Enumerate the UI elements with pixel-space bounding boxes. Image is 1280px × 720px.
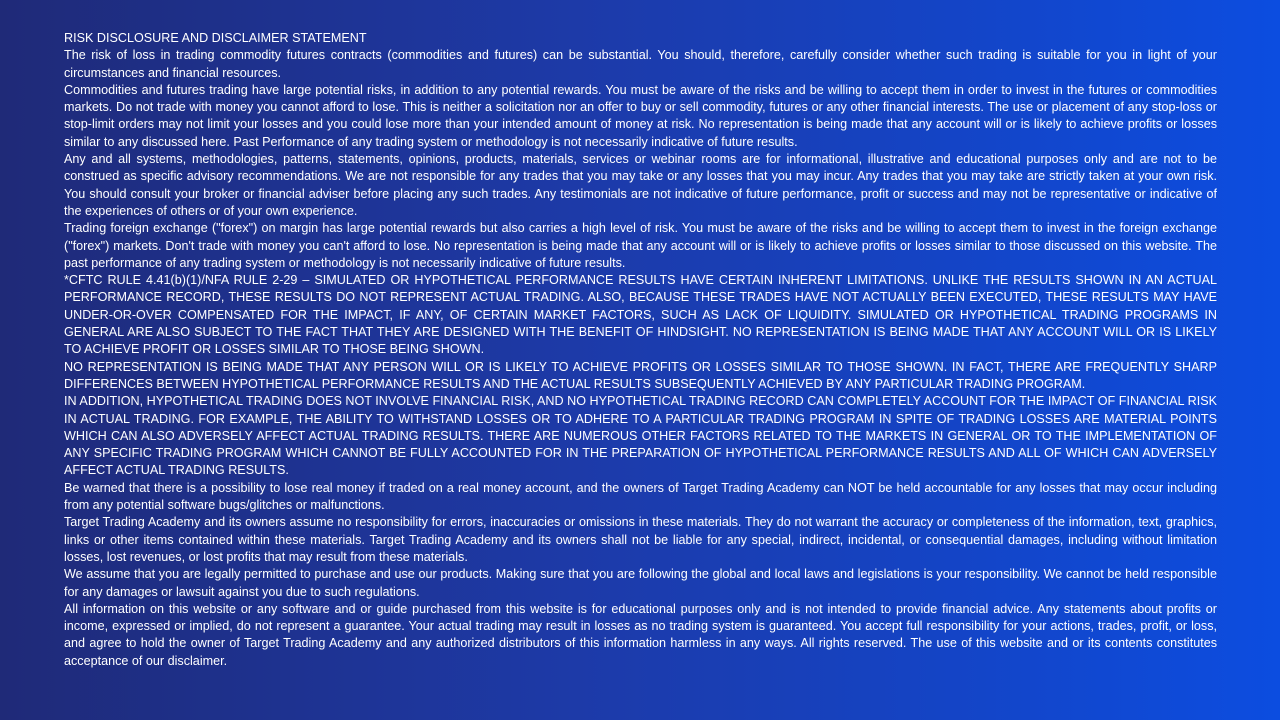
paragraph-no-representation: NO REPRESENTATION IS BEING MADE THAT ANY PERSON WILL OR IS LIKELY TO ACHIEVE PROFITS OR LOSSES SIMILAR TO THOSE SHOWN. IN FACT, THERE ARE FREQUENTLY SHARP DIFFERENCES BETWEEN HYPOTHETICAL PERFORMANCE RESULTS AND THE ACTUAL RESULTS SUBSEQUENTLY ACHIEVED BY ANY PARTICULAR TRADING PROGRAM. (64, 359, 1217, 391)
paragraph-real-money-warning: Be warned that there is a possibility to lose real money if traded on a real money account, and the owners of Target Trading Academy can NOT be held accountable for any losses that may occur including from any potential software bugs/glitches or malfunctions. (64, 480, 1217, 513)
paragraph-no-responsibility: Target Trading Academy and its owners assume no responsibility for errors, inaccuracies or omissions in these materials. They do not warrant the accuracy or completeness of the information, text, graphics, links or other items contained within these materials. Target Trading Academy and its owners shall not be liable for any special, indirect, incidental, or consequential damages, including without limitation losses, lost revenues, or lost profits that may result from these materials. (64, 515, 1217, 564)
paragraph-hypothetical-trading: IN ADDITION, HYPOTHETICAL TRADING DOES NOT INVOLVE FINANCIAL RISK, AND NO HYPOTHETICAL TRADING RECORD CAN COMPLETELY ACCOUNT FOR THE IMPACT OF FINANCIAL RISK IN ACTUAL TRADING. FOR EXAMPLE, THE ABILITY TO WITHSTAND LOSSES OR TO ADHERE TO A PARTICULAR TRADING PROGRAM IN SPITE OF TRADING LOSSES ARE MATERIAL POINTS WHICH CAN ALSO ADVERSELY AFFECT ACTUAL TRADING RESULTS. THERE ARE NUMEROUS OTHER FACTORS RELATED TO THE MARKETS IN GENERAL OR TO THE IMPLEMENTATION OF ANY SPECIFIC TRADING PROGRAM WHICH CANNOT BE FULLY ACCOUNTED FOR IN THE PREPARATION OF HYPOTHETICAL PERFORMANCE RESULTS AND ALL OF WHICH CAN ADVERSELY AFFECT ACTUAL TRADING RESULTS. (64, 394, 1217, 478)
paragraph-futures-trading-risk: Commodities and futures trading have large potential risks, in addition to any potential rewards. You must be aware of the risks and be willing to accept them in order to invest in the futures or commodities markets. Do not trade with money you cannot afford to lose. This is neither a solicitation nor an offer to buy or sell commodity, futures or any other financial interests. The use or placement of any stop-loss or stop-limit orders may not limit your losses and you could lose more than your intended amount of money at risk. No representation is being made that any account will or is likely to achieve profits or losses similar to any discussed here. Past Performance of any trading system or methodology is not necessarily indicative of future results. (64, 82, 1217, 149)
paragraph-cftc-rule: *CFTC RULE 4.41(b)(1)/NFA RULE 2-29 – SIMULATED OR HYPOTHETICAL PERFORMANCE RESULTS HAVE CERTAIN INHERENT LIMITATIONS. UNLIKE THE RESULTS SHOWN IN AN ACTUAL PERFORMANCE RECORD, THESE RESULTS DO NOT REPRESENT ACTUAL TRADING. ALSO, BECAUSE THESE TRADES HAVE NOT ACTUALLY BEEN EXECUTED, THESE RESULTS MAY HAVE UNDER-OR-OVER COMPENSATED FOR THE IMPACT, IF ANY, OF CERTAIN MARKET FACTORS, SUCH AS LACK OF LIQUIDITY. SIMULATED OR HYPOTHETICAL TRADING PROGRAMS IN GENERAL ARE ALSO SUBJECT TO THE FACT THAT THEY ARE DESIGNED WITH THE BENEFIT OF HINDSIGHT. NO REPRESENTATION IS BEING MADE THAT ANY ACCOUNT WILL OR IS LIKELY TO ACHIEVE PROFIT OR LOSSES SIMILAR TO THOSE BEING SHOWN. (64, 273, 1217, 357)
paragraph-legal-permission: We assume that you are legally permitted to purchase and use our products. Making sure that you are following the global and local laws and legislations is your responsibility. We cannot be held responsible for any damages or lawsuit against you due to such regulations. (64, 567, 1217, 599)
disclaimer-title: RISK DISCLOSURE AND DISCLAIMER STATEMENT (64, 31, 367, 45)
disclaimer-document (64, 30, 1217, 680)
paragraph-educational-information: All information on this website or any software and or guide purchased from this website is for educational purposes only and is not intended to provide financial advice. Any statements about profits or income, expressed or implied, do not represent a guarantee. Your actual trading may result in losses as no trading system is guaranteed. You accept full responsibility for your actions, trades, profit, or loss, and agree to hold the owner of Target Trading Academy and any authorized distributors of this information harmless in any ways. All rights reserved. The use of this website and or its contents constitutes acceptance of our disclaimer. (64, 601, 1217, 668)
paragraph-educational-purposes: Any and all systems, methodologies, patterns, statements, opinions, products, materials, services or webinar rooms are for informational, illustrative and educational purposes only and are not to be construed as specific advisory recommendations. We are not responsible for any trades that you may take or any losses that you may incur. Any trades that you may take are strictly taken at your own risk. You should consult your broker or financial adviser before placing any such trades. Any testimonials are not indicative of future performance, profit or success and may not be representative or indicative of the experiences of others or of your own experience. (64, 152, 1217, 218)
paragraph-commodity-risk: The risk of loss in trading commodity futures contracts (commodities and futures) can be substantial. You should, therefore, carefully consider whether such trading is suitable for you in light of your circumstances and financial resources. (64, 48, 1217, 80)
paragraph-forex-risk: Trading foreign exchange ("forex") on margin has large potential rewards but also carries a high level of risk. You must be aware of the risks and be willing to accept them to invest in the foreign exchange ("forex") markets. Don't trade with money you can't afford to lose. No representation is being made that any account will or is likely to achieve profits or losses similar to those discussed on this website. The past performance of any trading system or methodology is not necessarily indicative of future results. (64, 221, 1217, 270)
